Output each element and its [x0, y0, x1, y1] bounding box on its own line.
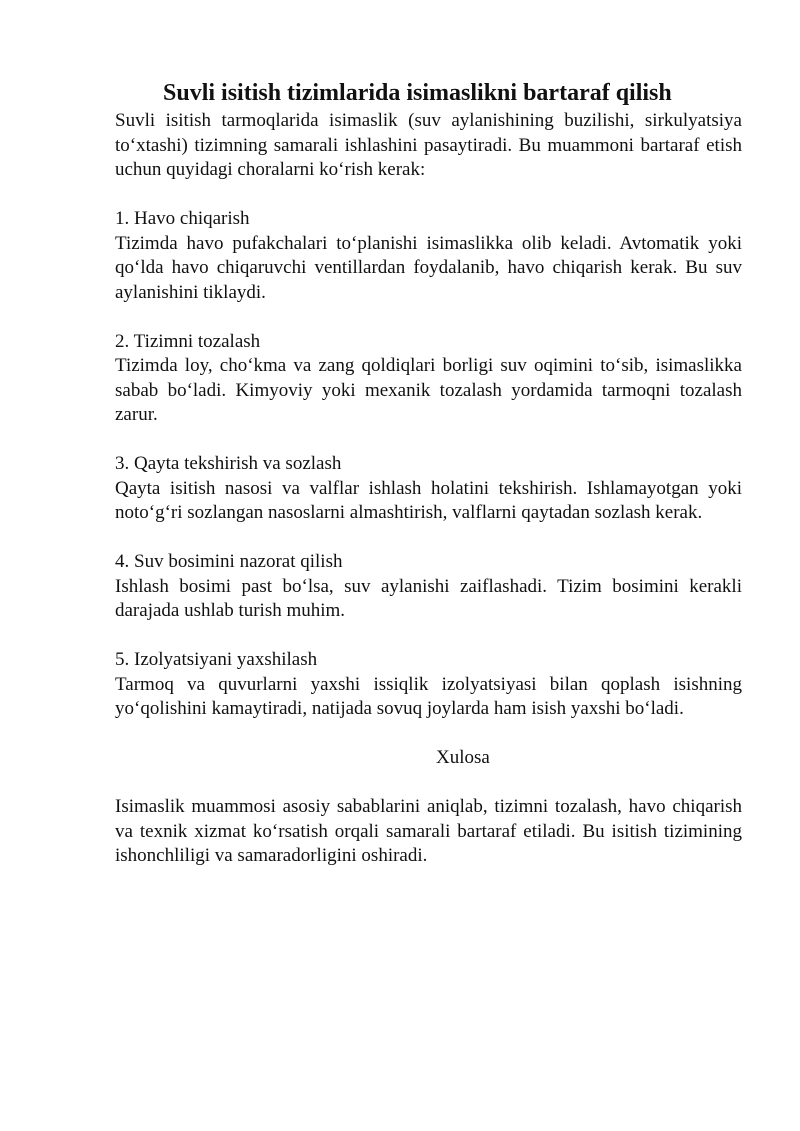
- spacer: [115, 624, 742, 649]
- spacer: [115, 428, 742, 453]
- section-body-5: Tarmoq va quvurlarni yaxshi issiqlik izolyatsiyasi bilan qoplash isishning yo‘qolishini kamaytiradi, natijada sovuq joylarda ham isish yaxshi bo‘ladi.: [115, 673, 742, 719]
- intro-paragraph: Suvli isitish tarmoqlarida isimaslik (suv aylanishining buzilishi, sirkulyatsiya to‘xtashi) tizimning samarali ishlashini pasaytiradi. Bu muammoni bartaraf etish uchun quyidagi choralarni ko‘rish kerak:: [115, 110, 742, 180]
- conclusion-paragraph: Isimaslik muammosi asosiy sabablarini aniqlab, tizimni tozalash, havo chiqarish va texnik xizmat ko‘rsatish orqali samarali bartaraf etiladi. Bu isitish tizimining ishonchliligi va samaradorligini oshiradi.: [115, 796, 742, 866]
- section-body-4: Ishlash bosimi past bo‘lsa, suv aylanishi zaiflashadi. Tizim bosimini kerakli darajada ushlab turish muhim.: [115, 575, 742, 621]
- spacer: [115, 526, 742, 551]
- document-page: [115, 77, 742, 869]
- section-body-3: Qayta isitish nasosi va valflar ishlash holatini tekshirish. Ishlamayotgan yoki noto‘g‘ri sozlangan nasoslarni almashtirish, valflarni qaytadan sozlash kerak.: [115, 477, 742, 523]
- section-body-1: Tizimda havo pufakchalari to‘planishi isimaslikka olib keladi. Avtomatik yoki qo‘lda havo chiqaruvchi ventillardan foydalanib, havo chiqarish kerak. Bu suv aylanishini tiklaydi.: [115, 232, 742, 303]
- section-heading-2: 2. Tizimni tozalash: [115, 330, 261, 352]
- section-body-2: Tizimda loy, cho‘kma va zang qoldiqlari borligi suv oqimini to‘sib, isimaslikka sabab bo‘ladi. Kimyoviy yoki mexanik tozalash yordamida tarmoqni tozalash zarur.: [115, 355, 742, 425]
- spacer: [115, 305, 742, 330]
- conclusion-heading: Xulosa: [436, 747, 490, 768]
- section-heading-4: 4. Suv bosimini nazorat qilish: [115, 551, 343, 572]
- section-heading-5: 5. Izolyatsiyani yaxshilash: [115, 649, 318, 670]
- section-heading-1: 1. Havo chiqarish: [115, 208, 250, 229]
- document-title: Suvli isitish tizimlarida isimaslikni bartaraf qilish: [163, 80, 672, 106]
- spacer: [115, 722, 742, 747]
- section-heading-3: 3. Qayta tekshirish va sozlash: [115, 453, 342, 474]
- spacer: [115, 771, 742, 796]
- spacer: [115, 183, 742, 208]
